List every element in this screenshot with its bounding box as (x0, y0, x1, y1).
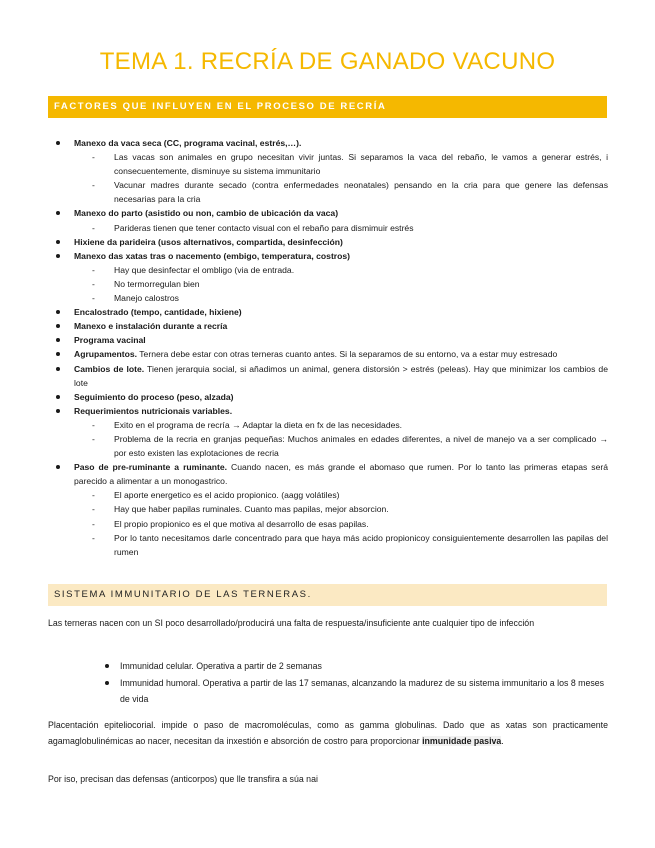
factor-item (48, 206, 608, 220)
factor-item (48, 390, 608, 404)
factor-subitem: - El aporte energetico es el acido propionico. (aagg volátiles) (48, 488, 608, 502)
section-heading-immune: SISTEMA IMMUNITARIO DE LAS TERNERAS. (48, 584, 607, 606)
factor-subitem: - El propio propionico es el que motiva al desarrollo de esas papilas. (48, 517, 608, 531)
factor-item-title: Seguimiento do proceso (peso, alzada) (74, 391, 234, 402)
section-heading-factors: FACTORES QUE INFLUYEN EN EL PROCESO DE RECRÍA (48, 96, 607, 118)
factor-subitem: - Problema de la recria en granjas pequeñas: Muchos animales en edades diferentes, a nivel de manejo va a ser complicado → por esto existen las explotaciones de recria (48, 432, 608, 460)
placentation-text: Placentación epiteliocorial. impide o paso de macromoléculas, como as gamma globulinas. Dado que as xatas son practicamente agamaglobulinémicas ao nacer, necesitan da inxestión e absorción de costro para proporcionar (48, 720, 608, 746)
factor-subitem: - No termorregulan bien (48, 277, 608, 291)
factors-list (48, 136, 608, 559)
immunity-bullet-cellular: Immunidad celular. Operativa a partir de 2 semanas (48, 658, 608, 675)
factor-item-text: Tienen jerarquia social, si añadimos un animal, genera distorsión > estrés (peleas). Hay que minimizar los cambios de lote (74, 363, 608, 388)
placentation-paragraph (48, 718, 608, 749)
factor-item (48, 460, 608, 488)
factor-subitem: - Por lo tanto necesitamos darle concentrado para que haya más acido propionicoy consiguientemente desarrollen las papilas del rumen (48, 531, 608, 559)
factor-subitem: - Exito en el programa de recría → Adaptar la dieta en fx de las necesidades. (48, 418, 608, 432)
immunity-bullet-humoral: Immunidad humoral. Operativa a partir de las 17 semanas, alcanzando la madurez de su sistema immunitario a los 8 meses de vida (48, 675, 608, 708)
factor-item-title: Manexo das xatas tras o nacemento (embigo, temperatura, costros) (74, 250, 351, 261)
factor-item (48, 347, 608, 361)
factor-item-title: Encalostrado (tempo, cantidade, hixiene) (74, 307, 242, 318)
factor-item-title: Cambios de lote. (74, 363, 145, 374)
factor-item-text: Cuando nacen, es más grande el abomaso que rumen. Por lo tanto las primeras etapas será parecido a alimentar a un monogastrico. (74, 462, 608, 487)
factor-item (48, 249, 608, 263)
factor-item-title: Programa vacinal (74, 335, 146, 346)
factor-item (48, 235, 608, 249)
factor-item (48, 362, 608, 390)
factor-item-text: Ternera debe estar con otras terneras cuanto antes. Si la separamos de su entorno, va a estar muy estresado (137, 349, 558, 360)
factor-item (48, 305, 608, 319)
factor-subitem: - Manejo calostros (48, 291, 608, 305)
factor-item-title: Manexo e instalación durante a recría (74, 321, 228, 332)
immune-intro-paragraph: Las terneras nacen con un SI poco desarrollado/producirá una falta de respuesta/insuficiente ante cualquier tipo de infección (48, 618, 535, 628)
passive-immunity-highlight: inmunidade pasiva (422, 735, 502, 746)
placentation-end: . (501, 735, 504, 746)
antibodies-paragraph: Por iso, precisan das defensas (anticorpos) que lle transfira a súa nai (48, 774, 318, 784)
factor-item-title: Agrupamentos. (74, 349, 138, 360)
factor-item (48, 404, 608, 418)
factor-item (48, 333, 608, 347)
factor-subitem: - Parideras tienen que tener contacto visual con el rebaño para dismimuir estrés (48, 221, 608, 235)
factor-item (48, 136, 608, 150)
factor-item-title: Manexo da vaca seca (CC, programa vacinal, estrés,…). (74, 138, 302, 148)
document-title: TEMA 1. RECRÍA DE GANADO VACUNO (99, 48, 556, 75)
factor-subitem: - Vacunar madres durante secado (contra enfermedades neonatales) pensando en la cria para que genere las defensas necesarias para la cria (48, 178, 608, 206)
factor-item-title: Hixiene da parideira (usos alternativos, compartida, desinfección) (74, 236, 343, 247)
factor-subitem: - Hay que haber papilas ruminales. Cuanto mas papilas, mejor absorcion. (48, 502, 608, 516)
factor-item-title: Manexo do parto (asistido ou non, cambio de ubicación da vaca) (74, 208, 339, 219)
factor-item-title: Requerimientos nutricionais variables. (74, 405, 233, 416)
factor-item (48, 319, 608, 333)
factor-item-title: Paso de pre-ruminante a ruminante. (74, 462, 227, 473)
factor-subitem: - Las vacas son animales en grupo necesitan vivir juntas. Si separamos la vaca del rebaño, le vamos a generar estrés, i consecuentemente, disminuye su sistema immunitario (48, 150, 608, 178)
factor-subitem: - Hay que desinfectar el ombligo (via de entrada. (48, 263, 608, 277)
immunity-list (48, 658, 608, 708)
